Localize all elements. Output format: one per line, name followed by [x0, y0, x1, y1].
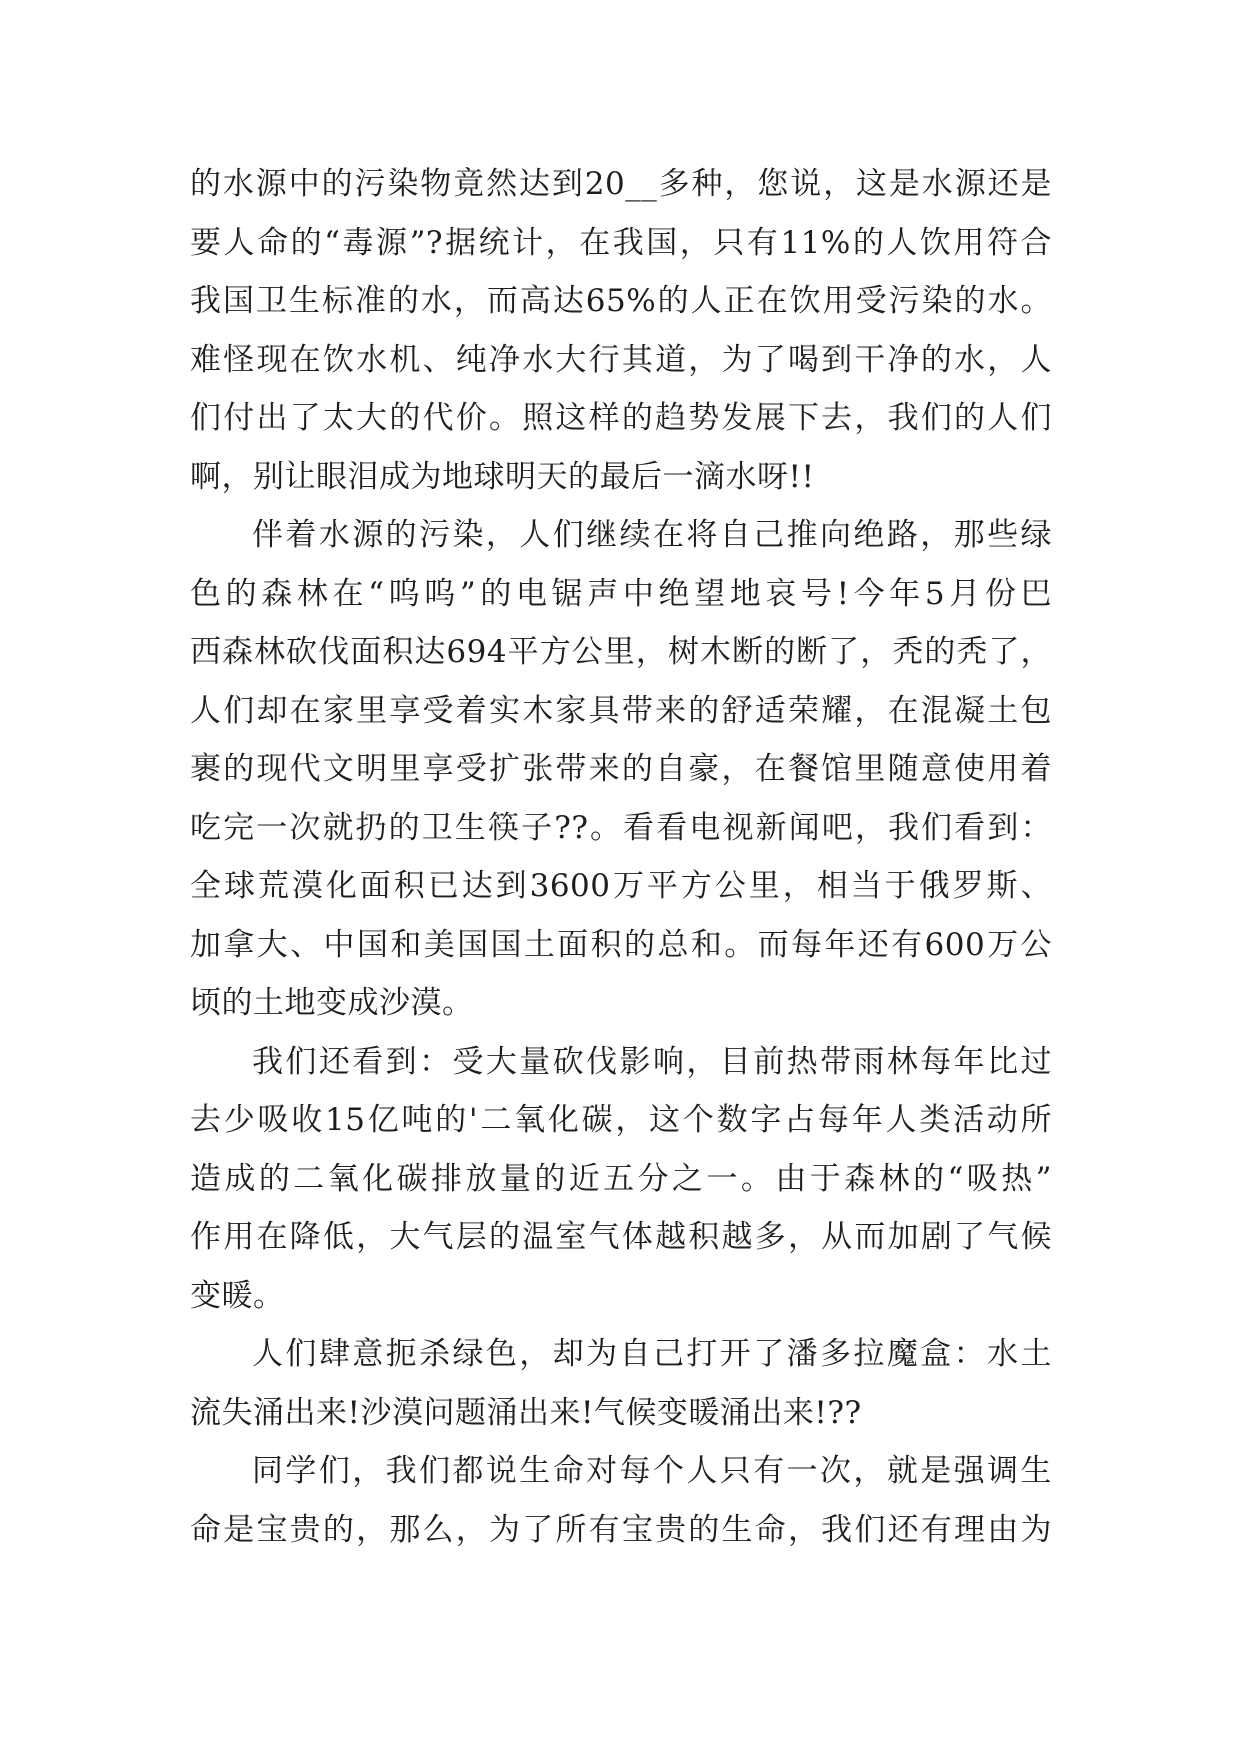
- paragraph: [190, 155, 1052, 506]
- text-line: 作用在降低，大气层的温室气体越积越多，从而加剧了气候: [190, 1219, 1052, 1255]
- text-line: 流失涌出来!沙漠问题涌出来!气候变暖涌出来!??: [190, 1394, 862, 1431]
- text-line: 造成的二氧化碳排放量的近五分之一。由于森林的“吸热”: [190, 1160, 1052, 1197]
- text-line: 命是宝贵的，那么，为了所有宝贵的生命，我们还有理由为: [190, 1511, 1052, 1548]
- paragraph: [190, 1033, 1052, 1326]
- paragraph: [190, 506, 1052, 1033]
- text-line: 人们却在家里享受着实木家具带来的舒适荣耀，在混凝土包: [190, 692, 1052, 729]
- text-line: 难怪现在饮水机、纯净水大行其道，为了喝到干净的水，人: [190, 341, 1052, 378]
- text-line: 我国卫生标准的水，而高达65%的人正在饮用受污染的水。: [190, 283, 1052, 319]
- document-body: [190, 155, 1052, 1559]
- text-line: 色的森林在“呜呜”的电锯声中绝望地哀号!今年5月份巴: [190, 575, 1052, 612]
- text-line: 的水源中的污染物竟然达到20__多种，您说，这是水源还是: [190, 166, 1052, 202]
- text-line: 要人命的“毒源”?据统计，在我国，只有11%的人饮用符合: [190, 224, 1052, 261]
- text-line: 顷的土地变成沙漠。: [190, 985, 474, 1021]
- text-line: 们付出了太大的代价。照这样的趋势发展下去，我们的人们: [190, 400, 1052, 436]
- paragraph: [190, 1442, 1052, 1559]
- text-line: 加拿大、中国和美国国土面积的总和。而每年还有600万公: [190, 926, 1052, 963]
- text-line: 啊，别让眼泪成为地球明天的最后一滴水呀!!: [190, 458, 815, 495]
- text-line: 去少吸收15亿吨的'二氧化碳，这个数字占每年人类活动所: [190, 1102, 1052, 1138]
- text-line: 西森林砍伐面积达694平方公里，树木断的断了，秃的秃了，: [190, 634, 1052, 670]
- text-line: 同学们，我们都说生命对每个人只有一次，就是强调生: [252, 1453, 1052, 1489]
- text-line: 伴着水源的污染，人们继续在将自己推向绝路，那些绿: [252, 517, 1052, 553]
- text-line: 我们还看到：受大量砍伐影响，目前热带雨林每年比过: [252, 1043, 1052, 1080]
- paragraph: [190, 1325, 1052, 1442]
- text-line: 裹的现代文明里享受扩张带来的自豪，在餐馆里随意使用着: [190, 751, 1052, 787]
- text-line: 全球荒漠化面积已达到3600万平方公里，相当于俄罗斯、: [190, 868, 1052, 904]
- text-line: 变暖。: [190, 1277, 285, 1314]
- text-line: 吃完一次就扔的卫生筷子??。看看电视新闻吧，我们看到：: [190, 809, 1052, 846]
- text-line: 人们肆意扼杀绿色，却为自己打开了潘多拉魔盒：水土: [252, 1336, 1052, 1372]
